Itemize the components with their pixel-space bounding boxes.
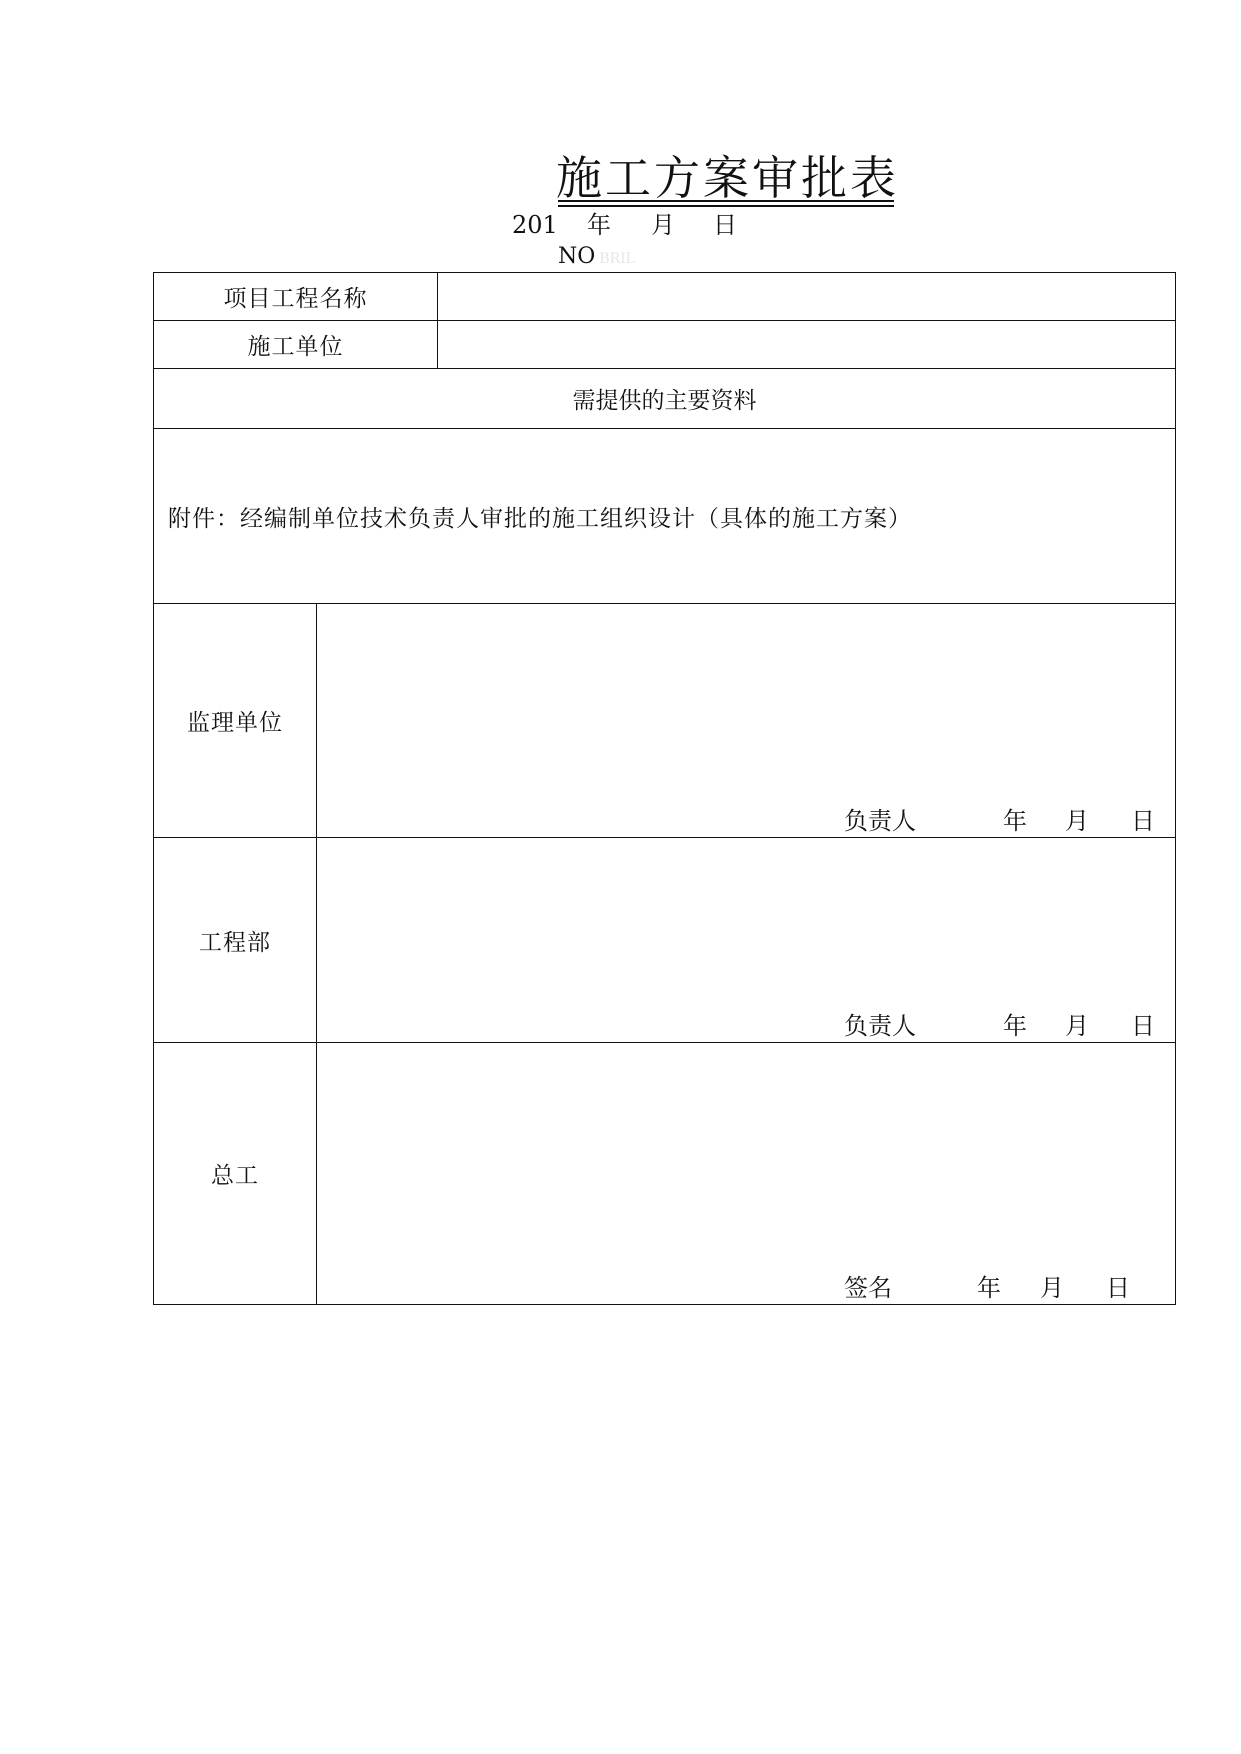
document-number-label: NO <box>558 244 596 269</box>
date-month-label: 月 <box>651 211 675 239</box>
chief-engineer-opinion-field[interactable] <box>317 1043 1176 1305</box>
document-number-faint-text: BRIL <box>599 251 635 267</box>
page-title: 施工方案审批表 <box>556 151 899 205</box>
chief-engineer-month-label: 月 <box>1040 1274 1064 1302</box>
supervision-day-label: 日 <box>1131 807 1155 835</box>
construction-unit-label: 施工单位 <box>154 321 438 369</box>
construction-unit-field[interactable] <box>438 321 1176 369</box>
supervision-signer-label: 负责人 <box>844 807 916 835</box>
engineering-day-label: 日 <box>1131 1012 1155 1040</box>
engineering-signer-label: 负责人 <box>844 1012 916 1040</box>
date-year-prefix: 201 <box>512 211 558 239</box>
title-underline-bottom <box>558 205 894 207</box>
title-underline-top <box>558 200 894 202</box>
supervision-year-label: 年 <box>1003 807 1027 835</box>
row-materials-heading <box>154 369 1176 429</box>
date-day-label: 日 <box>713 211 737 239</box>
project-name-label: 项目工程名称 <box>154 273 438 321</box>
date-year-label: 年 <box>587 211 611 239</box>
materials-heading: 需提供的主要资料 <box>154 369 1176 429</box>
chief-engineer-year-label: 年 <box>977 1274 1001 1302</box>
engineering-month-label: 月 <box>1065 1012 1089 1040</box>
row-supervision-unit <box>154 604 1176 838</box>
supervision-month-label: 月 <box>1065 807 1089 835</box>
row-chief-engineer <box>154 1043 1176 1305</box>
row-engineering-dept <box>154 838 1176 1043</box>
chief-engineer-signer-label: 签名 <box>844 1274 892 1302</box>
row-construction-unit <box>154 321 1176 369</box>
row-attachment <box>154 429 1176 604</box>
document-number <box>558 243 635 273</box>
attachment-note: 附件：经编制单位技术负责人审批的施工组织设计（具体的施工方案） <box>154 429 1176 604</box>
chief-engineer-label: 总工 <box>154 1043 317 1305</box>
engineering-year-label: 年 <box>1003 1012 1027 1040</box>
engineering-dept-opinion-field[interactable] <box>317 838 1176 1043</box>
project-name-field[interactable] <box>438 273 1176 321</box>
engineering-dept-label: 工程部 <box>154 838 317 1043</box>
chief-engineer-day-label: 日 <box>1106 1274 1130 1302</box>
row-project-name <box>154 273 1176 321</box>
approval-form-table <box>153 272 1176 1305</box>
supervision-opinion-field[interactable] <box>317 604 1176 838</box>
supervision-unit-label: 监理单位 <box>154 604 317 838</box>
